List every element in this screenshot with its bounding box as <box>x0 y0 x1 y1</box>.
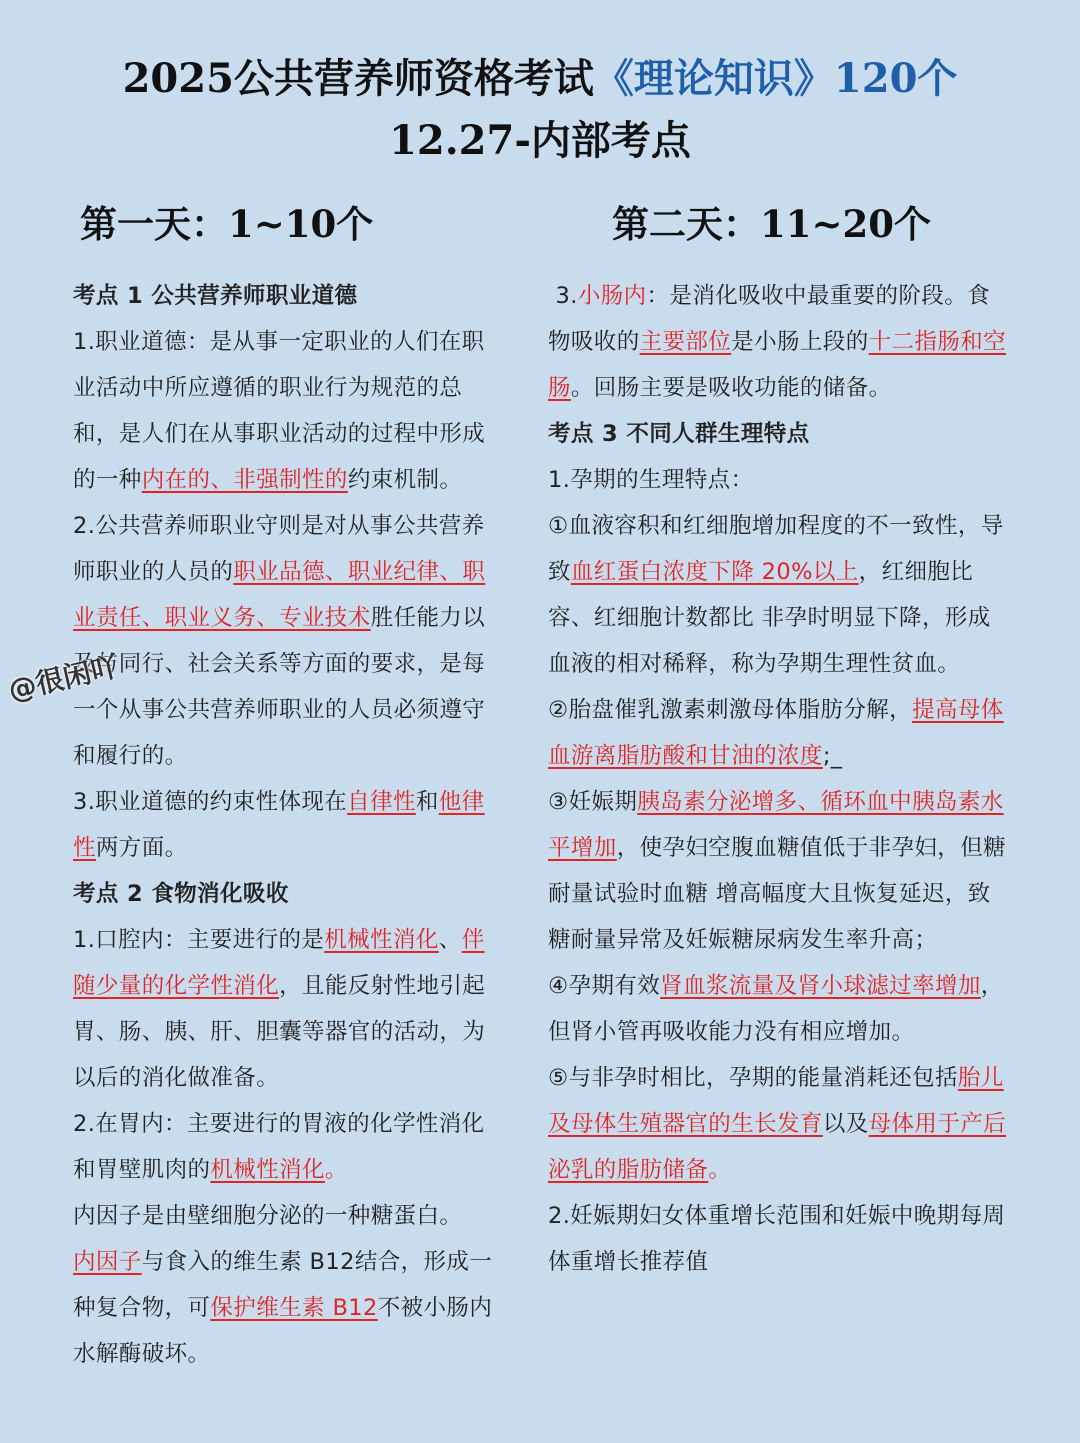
highlight: 血红蛋白浓度下降 20%以上 <box>570 559 859 585</box>
title-part-1: 2025公共营养师资格考试 <box>122 55 594 102</box>
topic-3-heading: 考点 3 不同人群生理特点 <box>548 421 810 447</box>
text: 。 <box>708 1157 732 1183</box>
text: ⑤与非孕时相比，孕期的能量消耗还包括 <box>548 1065 958 1091</box>
title-part-2: 《理论知识》120个 <box>593 55 958 102</box>
highlight: 机械性消化 <box>324 927 439 953</box>
paragraph <box>548 273 1010 411</box>
text: 、 <box>438 927 462 953</box>
text: ，使孕妇空腹血糖值低于非孕妇，但糖耐量试验时血糖 增高幅度大且恢复延迟，致糖耐量异常及妊娠糖尿病发生率升高； <box>548 835 1007 953</box>
highlight: 提高母体血游离脂肪酸和甘油的浓度 <box>548 697 1004 769</box>
title-line-1 <box>0 48 1080 110</box>
left-column <box>73 273 505 1377</box>
text: ，且能反射性地引起胃、肠、胰、肝、胆囊等器官的活动，为以后的消化做准备。 <box>73 973 486 1091</box>
text: ：是消化吸收中最重要的阶段。食物吸收的 <box>548 283 991 355</box>
highlight: 十二指肠和空肠 <box>548 329 1007 401</box>
page-title <box>0 48 1080 172</box>
text: 是小肠上段的 <box>731 329 869 355</box>
text: ;_ <box>822 743 843 769</box>
paragraph <box>73 1101 505 1193</box>
text: ①血液容积和红细胞增加程度的不一致性，导致 <box>548 513 1004 585</box>
text: 2.在胃内：主要进行的胃液的化学性消化和胃壁肌肉的 <box>73 1111 485 1183</box>
text: ③妊娠期 <box>548 789 638 815</box>
paragraph <box>548 503 1010 687</box>
text: 与食入的维生素 B12结合，形成一种复合物，可 <box>73 1249 493 1321</box>
paragraph <box>73 503 505 779</box>
topic-2-heading: 考点 2 食物消化吸收 <box>73 881 289 907</box>
highlight: 伴随少量的化学性消化 <box>73 927 485 999</box>
paragraph <box>73 779 505 871</box>
text: ④孕期有效 <box>548 973 661 999</box>
title-line-2: 12.27-内部考点 <box>389 117 691 164</box>
text: 。 <box>324 1157 348 1183</box>
right-column <box>548 273 1010 1285</box>
paragraph <box>73 917 505 1101</box>
text: ②胎盘催乳激素刺激母体脂肪分解， <box>548 697 913 723</box>
text: ，但肾小管再吸收能力没有相应增加。 <box>548 973 1004 1045</box>
day-two-heading: 第二天：11~20个 <box>612 202 931 246</box>
text: 3.职业道德的约束性体现在 <box>73 789 348 815</box>
highlight: 职业品德、职业纪律、职业责任、职业义务、专业技术 <box>73 559 486 631</box>
text: 胜任能力以及与同行、社会关系等方面的要求，是每一个从事公共营养师职业的人员必须遵守和履行的。 <box>73 605 486 769</box>
text: 2.公共营养师职业守则是对从事公共营养师职业的人员的 <box>73 513 485 585</box>
text: 3. <box>548 283 578 309</box>
paragraph <box>548 687 1010 779</box>
highlight: 胰岛素分泌增多、循环血中胰岛素水平增加 <box>548 789 1004 861</box>
text: 约束机制。 <box>347 467 463 493</box>
paragraph <box>548 1055 1010 1193</box>
paragraph: 1.孕期的生理特点： <box>548 467 754 493</box>
highlight: 肾血浆流量及肾小球滤过率增加 <box>660 973 981 999</box>
text: 两方面。 <box>95 835 188 861</box>
watermark: @很闲吖 <box>5 649 122 708</box>
highlight: 他律性 <box>73 789 485 861</box>
text: 1.职业道德：是从事一定职业的人们在职业活动中所应遵循的职业行为规范的总和，是人们在从事职业活动的过程中形成的一种 <box>73 329 486 493</box>
paragraph <box>548 779 1010 963</box>
text: 以及 <box>822 1111 869 1137</box>
highlight: 母体用于产后泌乳的脂肪储备 <box>548 1111 1007 1183</box>
highlight: 机械性消化 <box>210 1157 325 1183</box>
text: 和 <box>415 789 439 815</box>
highlight: 自律性 <box>347 789 416 815</box>
highlight: 内在的、非强制性的 <box>141 467 348 493</box>
highlight: 保护维生素 B12 <box>210 1295 378 1321</box>
text: 不被小肠内水解酶破坏。 <box>73 1295 493 1367</box>
text: 1.口腔内：主要进行的是 <box>73 927 325 953</box>
paragraph <box>73 1239 505 1377</box>
paragraph: 内因子是由壁细胞分泌的一种糖蛋白。 <box>73 1203 463 1229</box>
topic-1-heading: 考点 1 公共营养师职业道德 <box>73 283 358 309</box>
text: ，红细胞比容、红细胞计数都比 非孕时明显下降，形成血液的相对稀释，称为孕期生理性贫血。 <box>548 559 991 677</box>
paragraph <box>548 963 1010 1055</box>
highlight: 小肠内 <box>577 283 647 309</box>
highlight: 内因子 <box>73 1249 142 1275</box>
text: 。回肠主要是吸收功能的储备。 <box>570 375 892 401</box>
highlight: 主要部位 <box>639 329 732 355</box>
paragraph: 2.妊娠期妇女体重增长范围和妊娠中晚期每周体重增长推荐值 <box>548 1203 1006 1275</box>
highlight: 胎儿及母体生殖器官的生长发育 <box>548 1065 1004 1137</box>
paragraph <box>73 319 505 503</box>
day-one-heading: 第一天：1~10个 <box>80 202 374 246</box>
